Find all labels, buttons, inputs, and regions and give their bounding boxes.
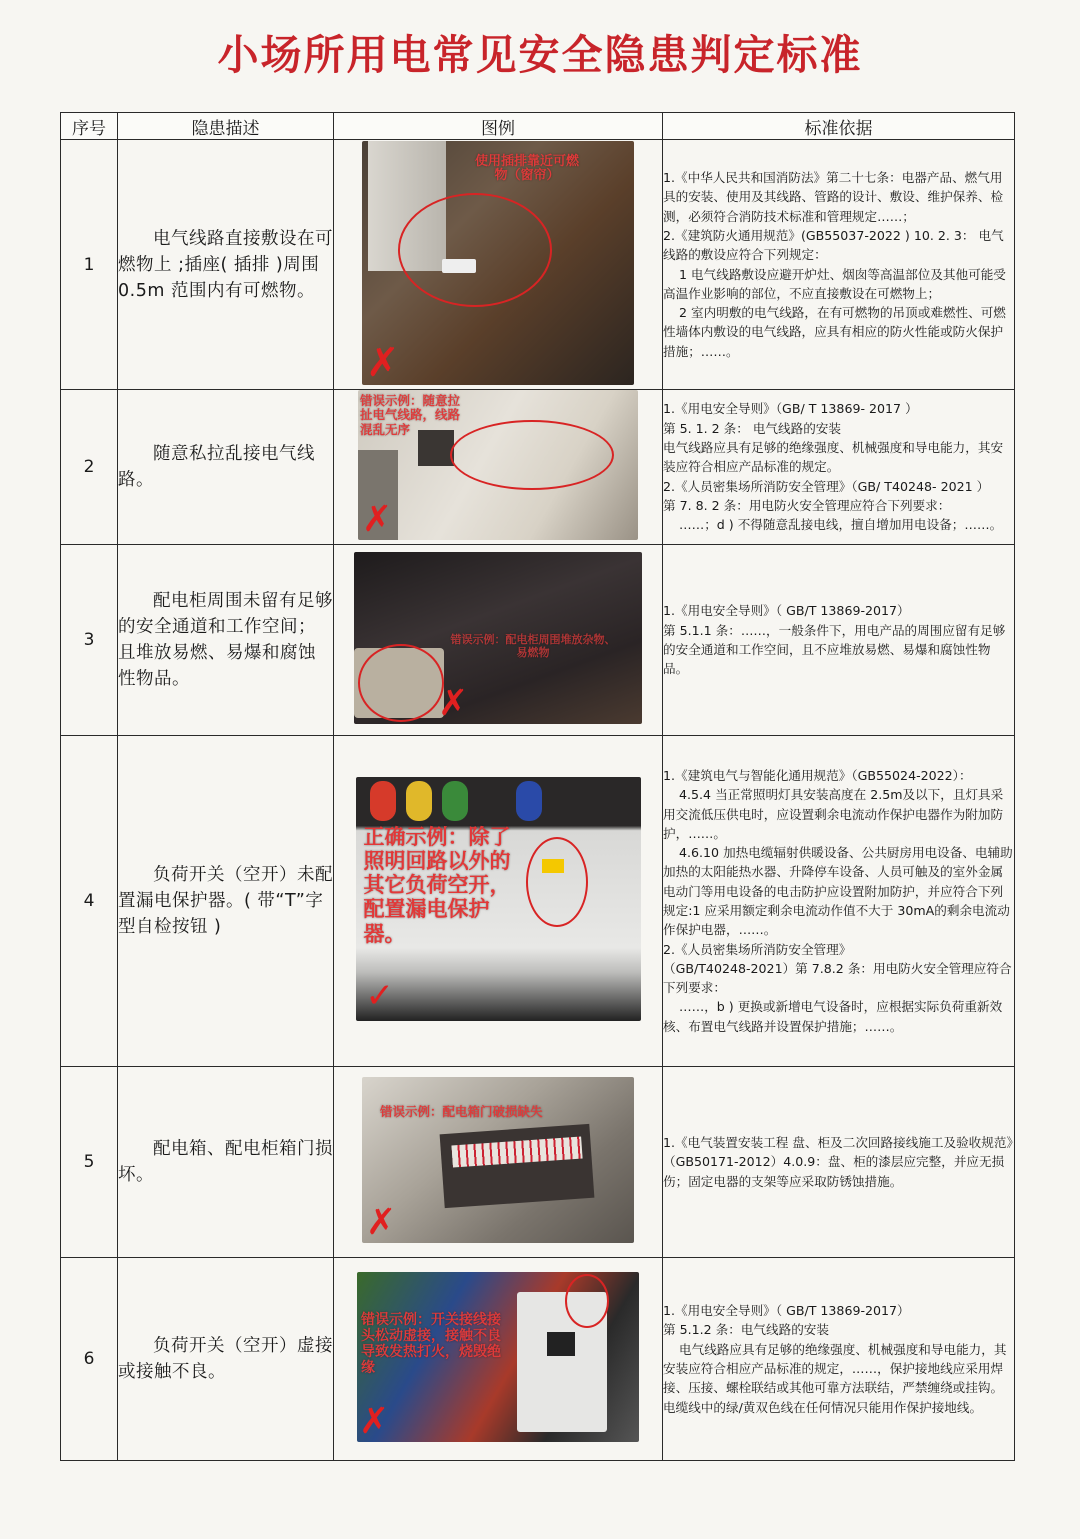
row-figure [334,736,663,1067]
row-num: 1 [61,140,118,390]
table-row [61,140,1015,390]
desc-text: 负荷开关（空开）未配置漏电保护器。( 带“T”字型自检按钮 ) [118,865,333,937]
photo-caption: 错误示例：配电柜周围堆放杂物、易燃物 [450,633,616,659]
header-basis: 标准依据 [663,113,1015,140]
row-figure [334,390,663,545]
highlight-circle [450,420,614,490]
photo-blocked-cabinet [354,552,642,724]
row-desc [118,1258,334,1461]
desc-text: 配电柜周围未留有足够的安全通道和工作空间；且堆放易燃、易爆和腐蚀性物品。 [118,591,333,689]
basis-line: 第 5.1.1 条：……，一般条件下，用电产品的周围应留有足够的安全通道和工作空间，且不应堆放易燃、易爆和腐蚀性物品。 [663,622,1006,677]
basis-line: ……；d ) 不得随意乱接电线，擅自增加用电设备；……。 [663,517,1003,533]
basis-line: 4.6.10 加热电缆辐射供暖设备、公共厨房用电设备、电辅助加热的太阳能热水器、升降停车设备、人员可触及的室外金属电动门等用电设备的电击防护应设置附加防护，并应符合下列规定:1 应采用额定剩余电流动作值不大于 30mA的剩余电流动作保护电器，……。 [663,845,1013,938]
row-num: 6 [61,1258,118,1461]
desc-text: 配电箱、配电柜箱门损坏。 [118,1139,333,1185]
photo-loose-connection [357,1272,639,1442]
photo-rcd-breakers [356,777,641,1021]
wrong-mark-icon: ✗ [359,1401,390,1442]
table-row [61,1067,1015,1258]
desc-text: 负荷开关（空开）虚接或接触不良。 [118,1336,333,1382]
table-row [61,736,1015,1067]
row-basis [663,1258,1015,1461]
basis-line: 第 7. 8. 2 条：用电防火安全管理应符合下列要求： [663,497,951,513]
basis-line: 第 5. 1. 2 条： 电气线路的安装 [663,420,841,436]
row-basis [663,545,1015,736]
row-desc [118,140,334,390]
row-desc [118,545,334,736]
row-desc [118,736,334,1067]
basis-line: 2.《人员密集场所消防安全管理》（GB/ T40248- 2021 ） [663,478,990,494]
table-row [61,390,1015,545]
hazard-table [60,112,1015,1461]
table-row [61,1258,1015,1461]
basis-line: 2.《人员密集场所消防安全管理》 [663,941,852,957]
basis-line: 1.《用电安全导则》（GB/ T 13869- 2017 ） [663,401,918,417]
row-basis [663,736,1015,1067]
row-num: 5 [61,1067,118,1258]
wrong-mark-icon: ✗ [366,339,400,385]
row-basis [663,140,1015,390]
basis-line: 1.《中华人民共和国消防法》第二十七条：电器产品、燃气用具的安装、使用及其线路、管路的设计、敷设、维护保养、检测，必须符合消防技术标准和管理规定……； [663,170,1004,224]
wrong-mark-icon: ✗ [366,1202,397,1243]
desc-text: 电气线路直接敷设在可燃物上 ;插座( 插排 )周围 0.5m 范围内有可燃物。 [118,228,333,301]
row-num: 4 [61,736,118,1067]
row-num: 3 [61,545,118,736]
page-title: 小场所用电常见安全隐患判定标准 [217,31,863,79]
photo-socket-near-curtain [362,141,634,385]
wrong-mark-icon: ✗ [438,683,469,724]
basis-line: 1.《用电安全导则》（ GB/T 13869-2017） [663,1303,910,1319]
basis-line: ……，b ) 更换或新增电气设备时，应根据实际负荷重新效核、布置电气线路并设置保护措施；……。 [663,999,1003,1034]
photo-messy-wiring [358,390,638,540]
header-num: 序号 [61,113,118,140]
row-figure [334,1258,663,1461]
highlight-circle [358,644,444,722]
basis-line: （GB/T40248-2021）第 7.8.2 条：用电防火安全管理应符合下列要求： [663,960,1012,996]
row-figure [334,1067,663,1258]
basis-line: 1.《建筑电气与智能化通用规范》（GB55024-2022）： [663,767,972,783]
header-desc: 隐患描述 [118,113,334,140]
basis-line: 第 5.1.2 条：电气线路的安装 [663,1322,829,1338]
basis-line: 4.5.4 当正常照明灯具安装高度在 2.5m及以下，且灯具采用交流低压供电时，应设置剩余电流动作保护电器作为附加防护，……。 [663,787,1004,841]
photo-caption: 错误示例：开关接线接头松动虚接，接触不良导致发热打火，烧毁绝缘 [361,1312,501,1377]
highlight-circle [398,193,552,307]
row-basis [663,390,1015,545]
photo-caption: 错误示例：配电箱门破损缺失 [380,1104,543,1119]
photo-caption: 错误示例：随意拉扯电气线路，线路混乱无序 [360,393,461,437]
basis-line: 2 室内明敷的电气线路，在有可燃物的吊顶或难燃性、可燃性墙体内敷设的电气线路，应具有相应的防火性能或防火保护措施；……。 [663,305,1006,359]
desc-text: 随意私拉乱接电气线路。 [118,444,315,490]
basis-line: 1 电气线路敷设应避开炉灶、烟囱等高温部位及其他可能受高温作业影响的部位，不应直接敷设在可燃物上； [663,266,1006,301]
row-desc [118,390,334,545]
row-figure [334,545,663,736]
highlight-circle [526,837,588,927]
row-basis [663,1067,1015,1258]
header-fig: 图例 [334,113,663,140]
photo-broken-box-door [362,1077,634,1243]
basis-line: 1.《电气装置安装工程 盘、柜及二次回路接线施工及验收规范》（GB50171-2012）4.0.9：盘、柜的漆层应完整，并应无损伤；固定电器的支架等应采取防锈蚀措施。 [663,1135,1013,1189]
basis-line: 2.《建筑防火通用规范》(GB55037-2022 ) 10. 2. 3： 电气线路的敷设应符合下列规定： [663,227,1004,263]
basis-line: 电气线路应具有足够的绝缘强度、机械强度和导电能力，其安装应符合相应产品标准的规定，……，保护接地线应采用焊接、压接、螺栓联结或其他可靠方法联结，严禁缠绕或挂钩。电缆线中的绿/黄双色线在任何情况只能用作保护接地线。 [663,1341,1007,1415]
basis-line: 电气线路应具有足够的绝缘强度、机械强度和导电能力，其安装应符合相应产品标准的规定。 [663,440,1004,475]
row-num: 2 [61,390,118,545]
highlight-circle [565,1274,609,1328]
table-header-row [61,113,1015,140]
correct-mark-icon: ✓ [365,976,394,1016]
row-desc [118,1067,334,1258]
wrong-mark-icon: ✗ [362,499,393,540]
table-row [61,545,1015,736]
photo-caption: 正确示例：除了照明回路以外的其它负荷空开，配置漏电保护器。 [363,825,511,946]
photo-caption: 使用插排靠近可燃物（窗帘） [474,153,579,184]
row-figure [334,140,663,390]
basis-line: 1.《用电安全导则》（ GB/T 13869-2017） [663,603,910,619]
